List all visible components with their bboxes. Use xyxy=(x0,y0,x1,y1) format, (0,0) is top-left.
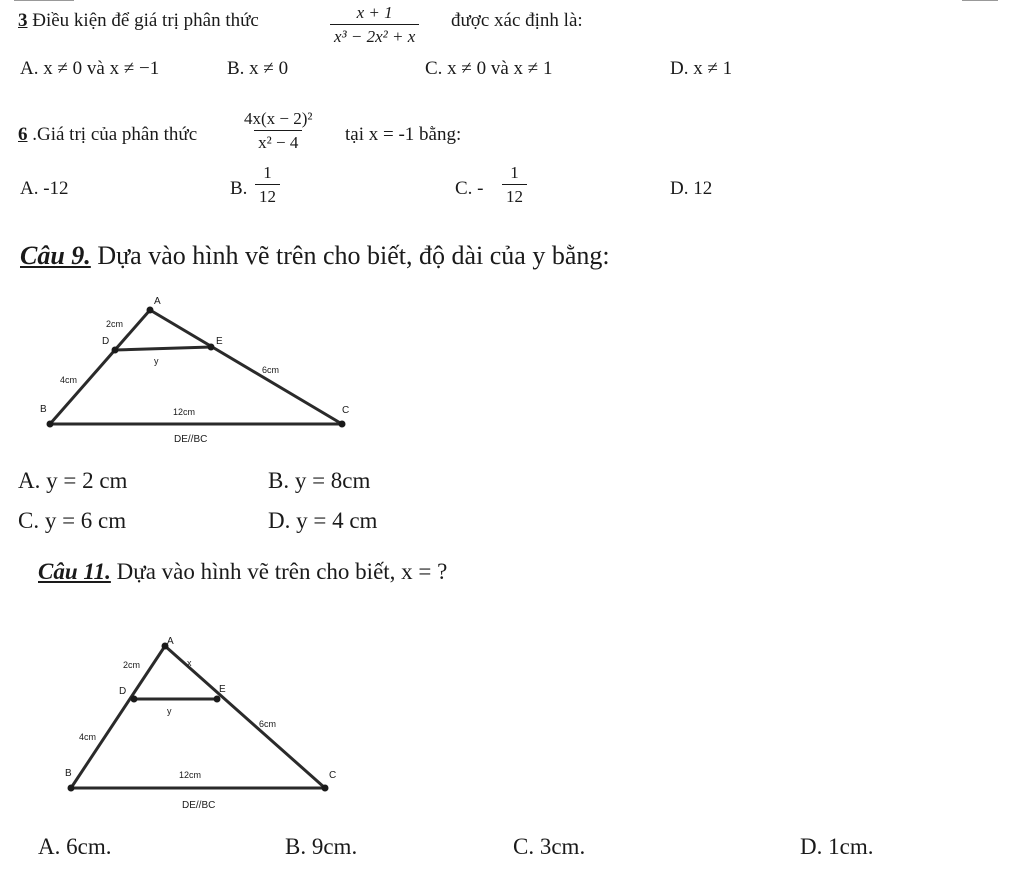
fig1-label-c: C xyxy=(342,405,350,416)
q9-stem-text: Dựa vào hình vẽ trên cho biết, độ dài của y bằng: xyxy=(90,241,610,270)
q6-option-c-num: 1 xyxy=(510,163,519,182)
q6-option-b-label[interactable]: B. xyxy=(230,178,248,199)
q3-frac-denominator: x³ − 2x² + x xyxy=(330,24,419,45)
q3-option-a[interactable]: A. x ≠ 0 và x ≠ −1 xyxy=(20,58,160,79)
fig2-label-a: A xyxy=(167,636,174,647)
fig2-point-d xyxy=(131,696,138,703)
q9-label: Câu 9. xyxy=(20,241,91,270)
top-divider-right xyxy=(962,0,998,1)
q6-number: 6 xyxy=(18,124,28,145)
q6-option-c-label[interactable]: C. - xyxy=(455,178,484,199)
fig2-label-6cm: 6cm xyxy=(259,719,277,729)
q3-option-b[interactable]: B. x ≠ 0 xyxy=(227,58,289,79)
q3-number: 3 xyxy=(18,10,28,31)
fig1-label-d: D xyxy=(102,336,110,347)
q6-option-c-den: 12 xyxy=(502,184,527,205)
fig1-side-ab xyxy=(50,310,150,424)
fig2-label-4cm: 4cm xyxy=(79,732,97,742)
q6-option-d[interactable]: D. 12 xyxy=(670,178,713,199)
q6-frac-denominator: x² − 4 xyxy=(254,130,302,151)
q9-option-d[interactable]: D. y = 4 cm xyxy=(268,508,378,533)
fig1-point-a xyxy=(147,307,154,314)
fig2-point-e xyxy=(214,696,221,703)
q6-option-c-fraction[interactable] xyxy=(502,164,527,205)
fig2-label-e: E xyxy=(219,684,226,695)
fig1-point-c xyxy=(339,421,346,428)
fig1-label-y: y xyxy=(154,356,159,366)
fig1-point-d xyxy=(112,347,119,354)
q6-option-b-num: 1 xyxy=(263,163,272,182)
fig1-label-2cm: 2cm xyxy=(106,319,124,329)
q6-option-a[interactable]: A. -12 xyxy=(20,178,69,199)
fig2-label-c: C xyxy=(329,770,337,781)
fig2-label-x: x xyxy=(187,658,192,668)
fig1-label-4cm: 4cm xyxy=(60,375,78,385)
fig1-label-parallel: DE//BC xyxy=(174,434,208,445)
q6-stem-after: tại x = -1 bằng: xyxy=(345,124,462,145)
q9-option-c[interactable]: C. y = 6 cm xyxy=(18,508,127,533)
q6-option-b-fraction[interactable] xyxy=(255,164,280,205)
q11-option-b[interactable]: B. 9cm. xyxy=(285,834,358,859)
fig2-label-d: D xyxy=(119,686,127,697)
q11-label: Câu 11. xyxy=(38,559,111,584)
q3-option-d[interactable]: D. x ≠ 1 xyxy=(670,58,733,79)
fig1-point-b xyxy=(47,421,54,428)
fig2-label-b: B xyxy=(65,768,72,779)
q11-stem-text: Dựa vào hình vẽ trên cho biết, x = ? xyxy=(110,559,448,584)
q3-frac-numerator: x + 1 xyxy=(356,3,393,22)
q9-stem xyxy=(20,241,610,271)
q11-option-c[interactable]: C. 3cm. xyxy=(513,834,586,859)
figure-2-triangle xyxy=(55,630,355,810)
figure-1-triangle xyxy=(30,292,350,452)
q11-stem xyxy=(38,559,447,585)
fig2-label-2cm: 2cm xyxy=(123,660,141,670)
fig2-label-parallel: DE//BC xyxy=(182,800,216,810)
fig2-point-c xyxy=(322,785,329,792)
q3-option-c[interactable]: C. x ≠ 0 và x ≠ 1 xyxy=(425,58,553,79)
fig1-label-a: A xyxy=(154,296,161,307)
fig2-label-y: y xyxy=(167,706,172,716)
q3-fraction xyxy=(330,4,419,45)
fig2-side-ab xyxy=(71,646,165,788)
q6-frac-numerator: 4x(x − 2)² xyxy=(244,109,313,128)
q9-option-a[interactable]: A. y = 2 cm xyxy=(18,468,128,493)
q11-option-d[interactable]: D. 1cm. xyxy=(800,834,874,859)
q9-option-b[interactable]: B. y = 8cm xyxy=(268,468,371,493)
q3-stem xyxy=(18,10,259,32)
fig2-point-b xyxy=(68,785,75,792)
q3-stem-after: được xác định là: xyxy=(451,10,583,31)
q6-stem xyxy=(18,124,197,146)
q11-option-a[interactable]: A. 6cm. xyxy=(38,834,112,859)
q6-fraction xyxy=(240,110,317,151)
fig1-label-e: E xyxy=(216,336,223,347)
fig2-label-12cm: 12cm xyxy=(179,770,202,780)
fig1-label-12cm: 12cm xyxy=(173,407,196,417)
fig1-segment-de xyxy=(115,347,211,350)
fig1-label-b: B xyxy=(40,404,47,415)
q6-stem-before: .Giá trị của phân thức xyxy=(27,124,198,145)
q3-stem-before: Điều kiện để giá trị phân thức xyxy=(27,10,259,31)
top-divider-left xyxy=(14,0,74,1)
fig1-label-6cm: 6cm xyxy=(262,365,280,375)
fig1-point-e xyxy=(208,344,215,351)
q6-option-b-den: 12 xyxy=(255,184,280,205)
